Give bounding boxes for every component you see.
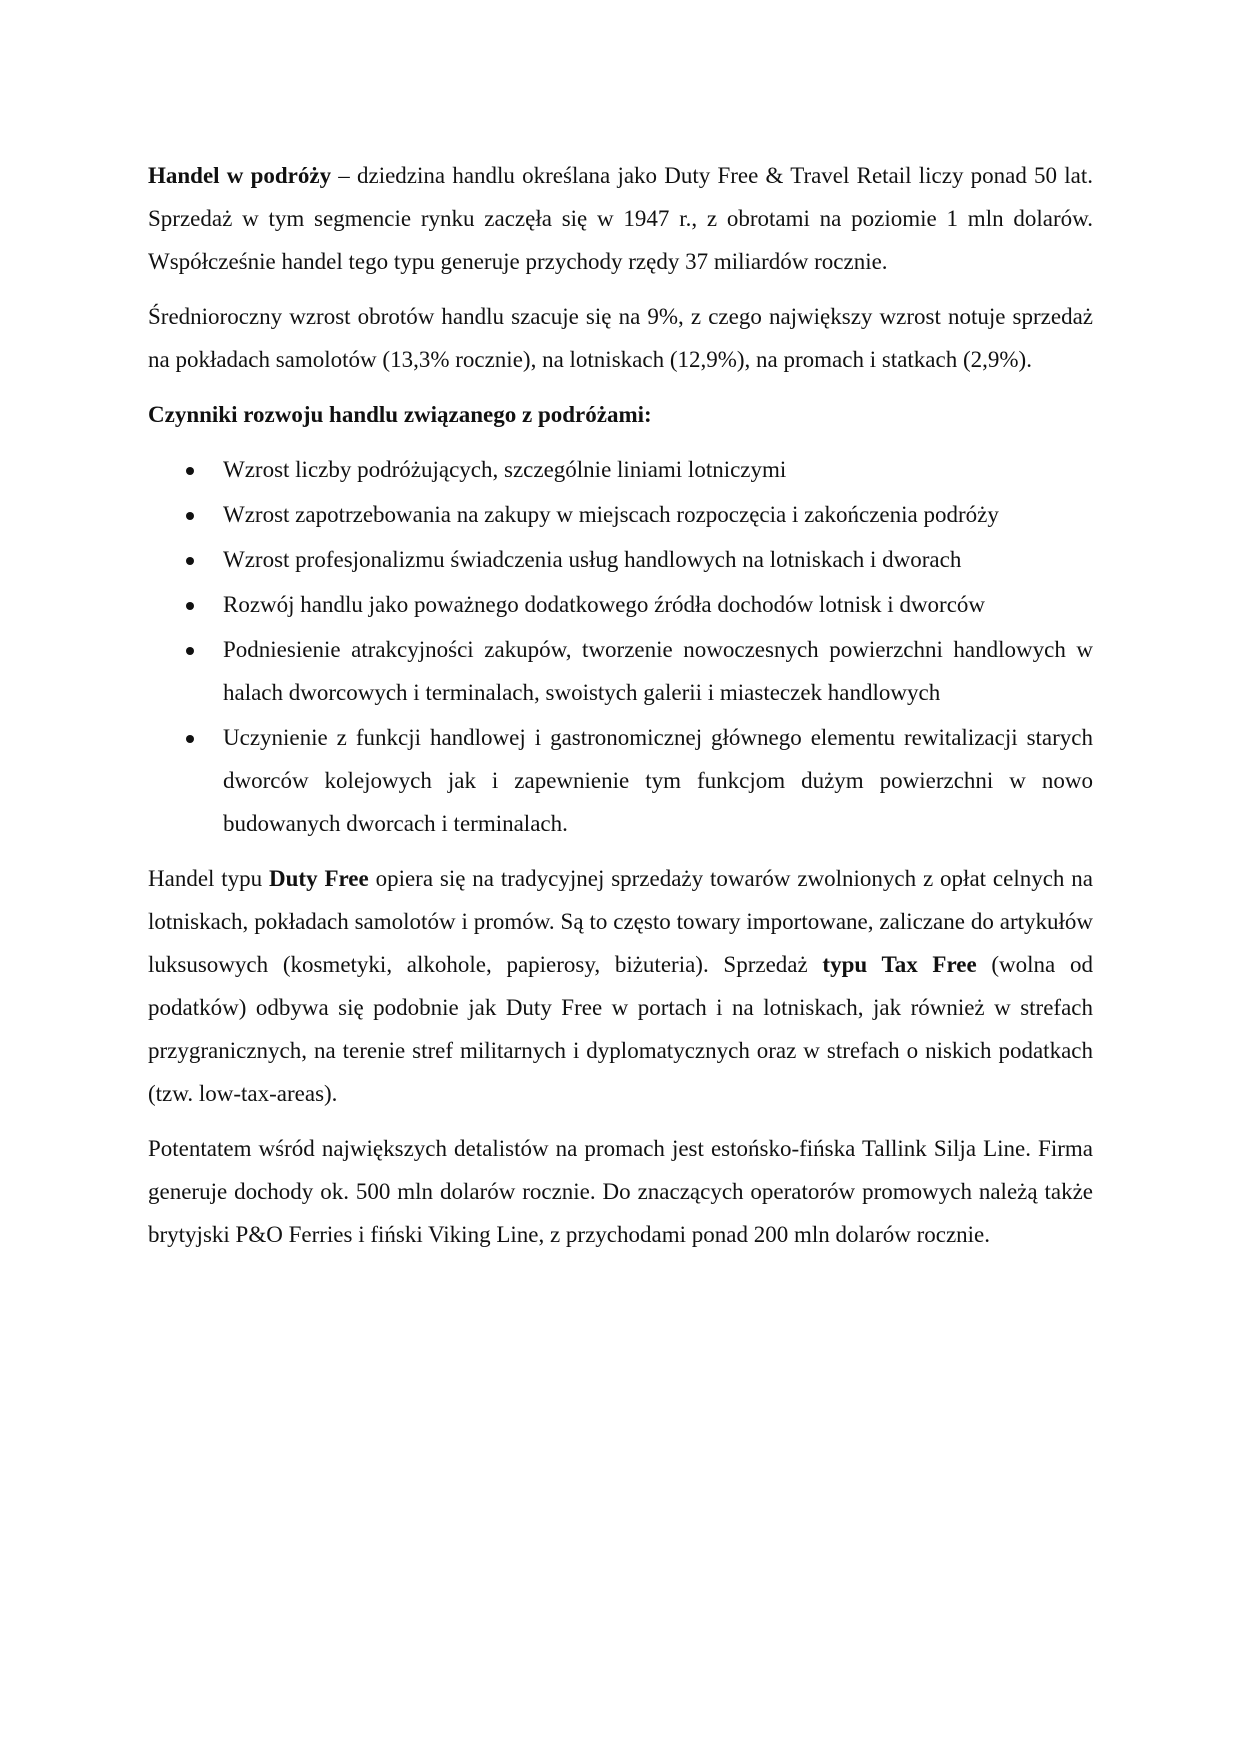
bullet-icon: [186, 512, 194, 520]
document-page: [148, 154, 1093, 1268]
bullet-icon: [186, 647, 194, 655]
list-item: [223, 493, 1093, 536]
list-item: [223, 628, 1093, 714]
list-item-text: Wzrost profesjonalizmu świadczenia usług handlowych na lotniskach i dworach: [223, 547, 962, 572]
bullet-icon: [186, 735, 194, 743]
tax-free-bold-term: typu Tax Free: [822, 952, 977, 977]
bullet-icon: [186, 557, 194, 565]
list-item-text: Podniesienie atrakcyjności zakupów, tworzenie nowoczesnych powierzchni handlowych w halach dworcowych i terminalach, swoistych galerii i miasteczek handlowych: [223, 637, 1093, 705]
list-item-text: Rozwój handlu jako poważnego dodatkowego źródła dochodów lotnisk i dworców: [223, 592, 986, 617]
factors-list: [148, 448, 1093, 845]
operators-paragraph: Potentatem wśród największych detalistów na promach jest estońsko-fińska Tallink Silja Line. Firma generuje dochody ok. 500 mln dolarów rocznie. Do znaczących operatorów promowych należą także brytyjski P&O Ferries i fiński Viking Line, z przychodami ponad 200 mln dolarów rocznie.: [148, 1136, 1093, 1247]
list-item: [223, 716, 1093, 845]
duty-free-text-1: Handel typu: [148, 866, 270, 891]
list-item: [223, 538, 1093, 581]
list-item: [223, 448, 1093, 491]
list-item-text: Uczynienie z funkcji handlowej i gastronomicznej głównego elementu rewitalizacji starych dworców kolejowych jak i zapewnienie tym funkcjom dużym powierzchni w nowo budowanych dworcach i terminalach.: [223, 725, 1093, 836]
list-item: [223, 583, 1093, 626]
intro-bold-term: Handel w podróży: [148, 163, 332, 188]
factors-heading: Czynniki rozwoju handlu związanego z podróżami:: [148, 402, 652, 427]
growth-paragraph: Średnioroczny wzrost obrotów handlu szacuje się na 9%, z czego największy wzrost notuje sprzedaż na pokładach samolotów (13,3% rocznie), na lotniskach (12,9%), na promach i statkach (2,9%).: [148, 304, 1093, 372]
duty-free-bold-term: Duty Free: [269, 866, 369, 891]
list-item-text: Wzrost zapotrzebowania na zakupy w miejscach rozpoczęcia i zakończenia podróży: [223, 502, 999, 527]
intro-text: – dziedzina handlu określana jako Duty Free & Travel Retail liczy ponad 50 lat. Sprzedaż w tym segmencie rynku zaczęła się w 1947 r., z obrotami na poziomie 1 mln dolarów. Współcześnie handel tego typu generuje przychody rzędy 37 miliardów rocznie.: [148, 163, 1093, 274]
list-item-text: Wzrost liczby podróżujących, szczególnie liniami lotniczymi: [223, 457, 787, 482]
intro-paragraph: [148, 154, 1093, 283]
bullet-icon: [186, 602, 194, 610]
duty-free-paragraph: [148, 857, 1093, 1115]
bullet-icon: [186, 467, 194, 475]
duty-free-text-3: (wolna od podatków) odbywa się podobnie jak Duty Free w portach i na lotniskach, jak również w strefach przygranicznych, na terenie stref militarnych i dyplomatycznych oraz w strefach o niskich podatkach (tzw. low-tax-areas).: [148, 952, 1093, 1106]
duty-free-text-2: opiera się na tradycyjnej sprzedaży towarów zwolnionych z opłat celnych na lotniskach, pokładach samolotów i promów. Są to często towary importowane, zaliczane do artykułów luksusowych (kosmetyki, alkohole, papierosy, biżuteria). Sprzedaż: [148, 866, 1093, 977]
